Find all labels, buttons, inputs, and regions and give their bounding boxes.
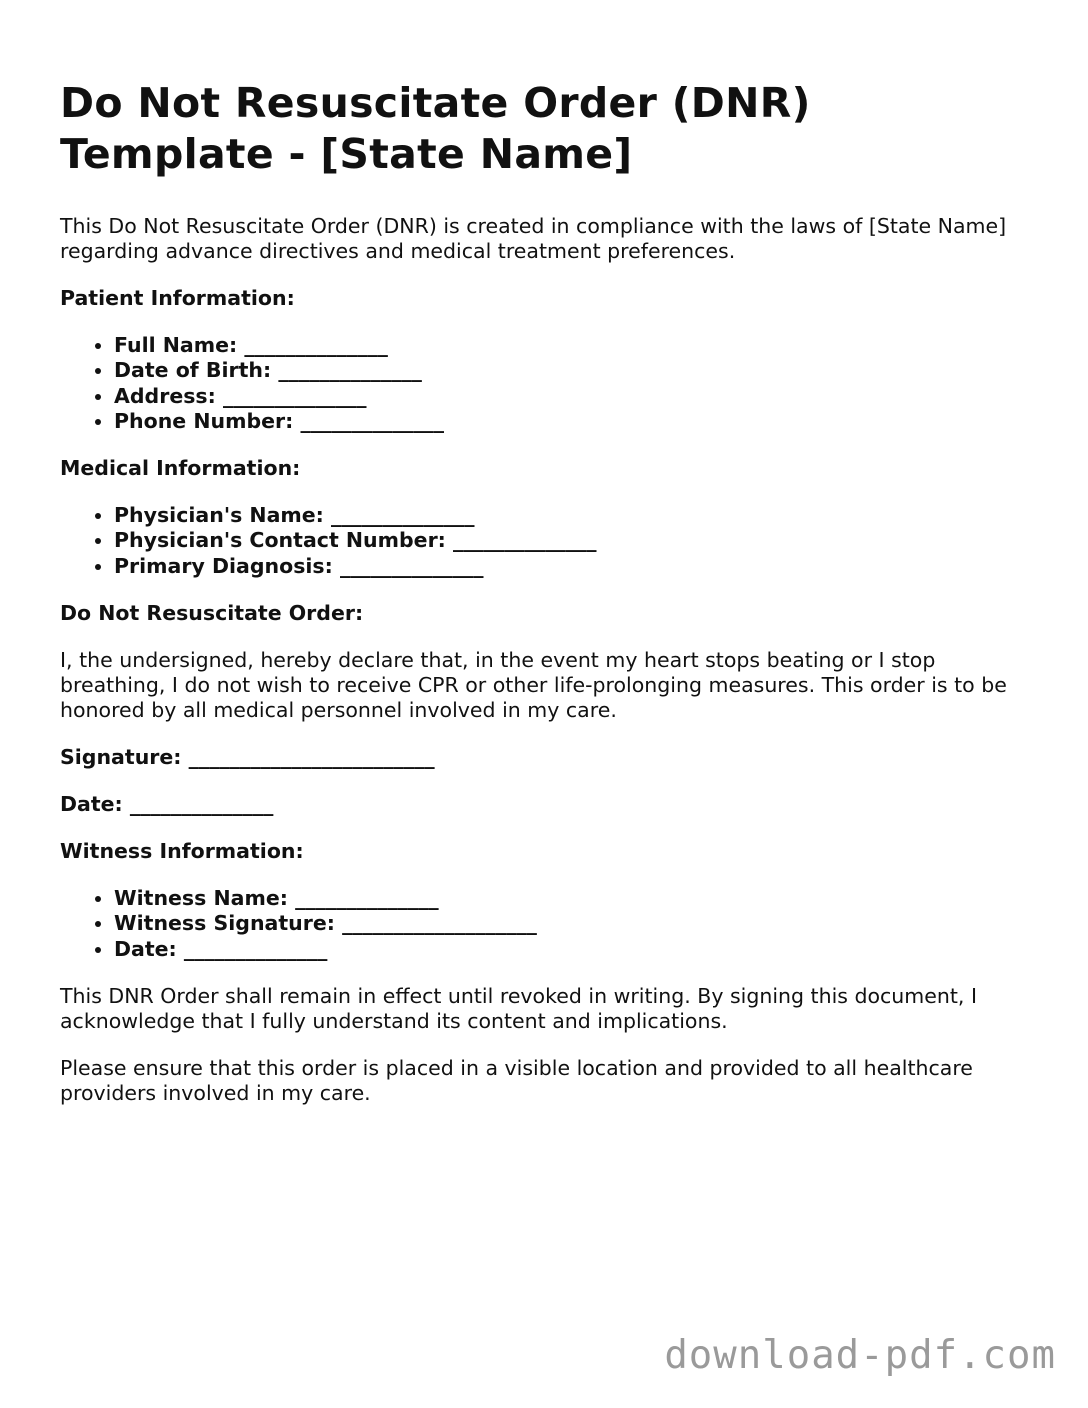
physician-contact-field: • Physician's Contact Number: ______________ — [114, 528, 1028, 553]
closing-paragraph-placement: Please ensure that this order is placed in a visible location and provided to all healthcare providers involved in my care. — [60, 1055, 973, 1105]
patient-info-list — [60, 333, 1028, 434]
patient-dob-field: • Date of Birth: ______________ — [114, 358, 1028, 383]
closing-paragraph-effect: This DNR Order shall remain in effect until revoked in writing. By signing this document, I acknowledge that I fully understand its content and implications. — [60, 983, 977, 1033]
document-title: Do Not Resuscitate Order (DNR) Template - [State Name] — [60, 79, 811, 178]
witness-signature-field: • Witness Signature: ___________________ — [114, 911, 1028, 936]
medical-info-heading: Medical Information: — [60, 456, 301, 481]
intro-paragraph: This Do Not Resuscitate Order (DNR) is created in compliance with the laws of [State Name] regarding advance directives and medical treatment preferences. — [60, 214, 1007, 263]
dnr-order-heading: Do Not Resuscitate Order: — [60, 601, 364, 626]
medical-info-list — [60, 503, 1028, 579]
signature-field: Signature: ________________________ — [60, 745, 435, 770]
patient-full-name-field: • Full Name: ______________ — [114, 333, 1028, 358]
primary-diagnosis-field: • Primary Diagnosis: ______________ — [114, 554, 1028, 579]
patient-phone-field: • Phone Number: ______________ — [114, 409, 1028, 434]
witness-info-list — [60, 886, 1028, 962]
witness-info-heading: Witness Information: — [60, 839, 304, 864]
date-field: Date: ______________ — [60, 792, 274, 817]
patient-info-heading: Patient Information: — [60, 286, 295, 310]
patient-address-field: • Address: ______________ — [114, 384, 1028, 409]
dnr-order-text: I, the undersigned, hereby declare that, in the event my heart stops beating or I stop breathing, I do not wish to receive CPR or other life-prolonging measures. This order is to be honored by all medical personnel involved in my care. — [60, 648, 1007, 723]
watermark-text: download-pdf.com — [664, 1333, 1056, 1378]
witness-date-field: • Date: ______________ — [114, 937, 1028, 962]
witness-name-field: • Witness Name: ______________ — [114, 886, 1028, 911]
physician-name-field: • Physician's Name: ______________ — [114, 503, 1028, 528]
document-page — [60, 78, 1028, 1106]
